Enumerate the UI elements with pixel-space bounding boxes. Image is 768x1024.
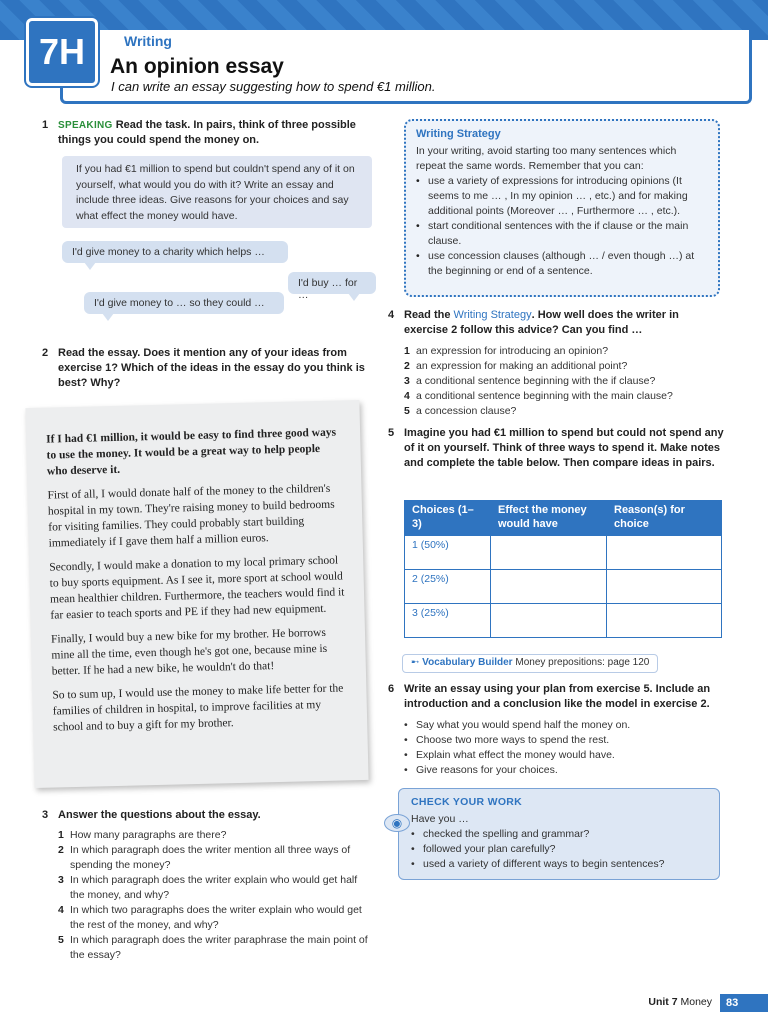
bubble-text: I'd give money to a charity which helps … (72, 246, 265, 258)
list-item: 5 In which paragraph does the writer paraphrase the main point of the essay? (58, 934, 368, 961)
list-item: • Choose two more ways to spend the rest. (404, 733, 724, 748)
list-item: • used a variety of different ways to begin sentences? (411, 857, 707, 872)
essay-paragraph: Finally, I would buy a new bike for my brother. He borrows mine all the time, even though he's got one, because mine is better. If he had a new bike, he wouldn't do that! (50, 626, 328, 678)
strategy-list (416, 174, 708, 279)
list-item: 3 a conditional sentence beginning with the if clause? (404, 375, 656, 387)
list-item: 2 an expression for making an additional point? (404, 360, 628, 372)
list-item: • followed your plan carefully? (411, 842, 707, 857)
table-cell-empty[interactable] (491, 604, 607, 638)
exercise-instruction: Read the Writing Strategy. How well does the writer in exercise 2 follow this advice? Can you find … (404, 309, 679, 336)
table-header: Reason(s) for choice (607, 501, 722, 536)
task-box: If you had €1 million to spend but couldn't spend any of it on yourself, what would you do with it? Write an essay and include three ideas. Give reasons for your choices and say what effect the money would have. (62, 156, 372, 228)
unit-badge: 7H (26, 18, 98, 86)
vocabulary-builder-link[interactable] (402, 654, 658, 673)
arrow-icon: ➸ (411, 657, 420, 668)
exercise-5 (388, 426, 724, 471)
list-item: 4 a conditional sentence beginning with the main clause? (404, 390, 673, 402)
speaking-label: SPEAKING (58, 120, 113, 131)
section-label: Writing (116, 31, 180, 51)
bubble-text: I'd buy … for … (298, 277, 358, 301)
exercise-4 (388, 308, 724, 338)
question-list (58, 828, 374, 963)
list-item: 5 a concession clause? (404, 405, 517, 417)
table-cell: 2 (25%) (405, 570, 491, 604)
list-item: • use concession clauses (although … / even though …) at the beginning or end of a sentence. (416, 249, 708, 279)
page-title: An opinion essay (110, 55, 284, 78)
vocab-label: Vocabulary Builder (422, 657, 513, 668)
list-item: 2 In which paragraph does the writer mention all three ways of spending the money? (58, 844, 351, 871)
table-cell-empty[interactable] (491, 536, 607, 570)
exercise-instruction: Imagine you had €1 million to spend but could not spend any of it on yourself. Think of three ways to spend it. Make notes and complete the table below. Then compare ideas in pairs. (404, 427, 724, 469)
strategy-intro: In your writing, avoid starting too many sentences which repeat the same words. Remember that you can: (416, 145, 677, 172)
bubble-text: I'd give money to … so they could … (94, 297, 265, 309)
exercise-number: 4 (388, 309, 395, 321)
essay-paragraph: First of all, I would donate half of the money to the children's hospital in my town. They're raising money to build bedrooms for visiting families. They could probably start building immediately if I gave them half a million euros. (47, 482, 335, 550)
table-header: Effect the money would have (491, 501, 607, 536)
exercise-6 (388, 682, 724, 712)
checklist (411, 827, 707, 872)
exercise-2 (42, 346, 368, 391)
table-row (405, 570, 722, 604)
exercise-number: 1 (42, 119, 49, 131)
check-intro: Have you … (411, 813, 469, 825)
exercise-instruction: Read the task. In pairs, think of three possible things you could spend the money on. (58, 119, 356, 146)
exercise-number: 6 (388, 683, 395, 695)
list-item: 1 How many paragraphs are there? (58, 829, 227, 841)
essay-paragraph: So to sum up, I would use the money to make life better for the families of children in hospital, to improve facilities at my school and to buy a gift for my brother. (52, 682, 344, 734)
list-item: • Explain what effect the money would have. (404, 748, 724, 763)
exercise-instruction: Answer the questions about the essay. (58, 809, 261, 821)
check-heading: CHECK YOUR WORK (411, 796, 523, 808)
footer-unit: Unit 7 Money (648, 996, 712, 1008)
question-list (404, 344, 724, 419)
list-item: • Say what you would spend half the money on. (404, 718, 724, 733)
essay-paragraph: If I had €1 million, it would be easy to find three good ways to use the money. It would be a great way to help people who deserve it. (46, 426, 337, 478)
essay-paragraph: Secondly, I would make a donation to my local primary school to buy sports equipment. As I see it, more sport at school would mean healthier children. Furthermore, the teachers would find it far easier to teach sports and PE if they had new equipment. (49, 554, 345, 622)
table-row (405, 536, 722, 570)
essay-plan-list (404, 718, 724, 778)
table-cell-empty[interactable] (491, 570, 607, 604)
list-item: • Give reasons for your choices. (404, 763, 724, 778)
table-cell-empty[interactable] (607, 570, 722, 604)
table-row (405, 604, 722, 638)
table-cell-empty[interactable] (607, 604, 722, 638)
table-cell: 3 (25%) (405, 604, 491, 638)
exercise-3 (42, 808, 368, 823)
speech-bubble (84, 292, 284, 314)
list-item: • checked the spelling and grammar? (411, 827, 707, 842)
table-cell: 1 (50%) (405, 536, 491, 570)
table-cell-empty[interactable] (607, 536, 722, 570)
speech-bubble (62, 241, 288, 263)
exercise-instruction: Read the essay. Does it mention any of your ideas from exercise 1? Which of the ideas in the essay do you think is best? Why? (58, 347, 365, 389)
list-item: 3 In which paragraph does the writer explain who would get half the money, and why? (58, 874, 358, 901)
bubble-tail (102, 313, 114, 321)
list-item: 1 an expression for introducing an opinion? (404, 345, 609, 357)
page-subtitle: I can write an essay suggesting how to spend €1 million. (111, 79, 436, 94)
choices-table (404, 500, 722, 638)
list-item: • use a variety of expressions for introducing opinions (It seems to me … , In my opinion … , etc.) and for making additional points (Moreover … , Furthermore … , etc.). (416, 174, 708, 219)
table-header: Choices (1–3) (405, 501, 491, 536)
writing-strategy-box (404, 119, 720, 297)
exercise-instruction: Write an essay using your plan from exercise 5. Include an introduction and a conclusion like the model in exercise 2. (404, 683, 711, 710)
vocab-text: Money prepositions: page 120 (515, 657, 650, 668)
list-item: • start conditional sentences with the if clause or the main clause. (416, 219, 708, 249)
check-your-work-box (398, 788, 720, 880)
model-essay (25, 400, 368, 788)
strategy-link[interactable]: Writing Strategy (453, 309, 532, 321)
exercise-number: 2 (42, 347, 49, 359)
list-item: 4 In which two paragraphs does the writer explain who would get the rest of the money, and why? (58, 904, 362, 931)
bubble-tail (348, 293, 360, 301)
exercise-number: 3 (42, 809, 49, 821)
speech-bubble (288, 272, 376, 301)
strategy-heading: Writing Strategy (416, 128, 501, 140)
exercise-number: 5 (388, 427, 395, 439)
bubble-tail (84, 262, 96, 270)
page-number: 83 (720, 994, 768, 1012)
eye-icon: ◉ (384, 814, 410, 832)
exercise-1 (42, 118, 368, 148)
